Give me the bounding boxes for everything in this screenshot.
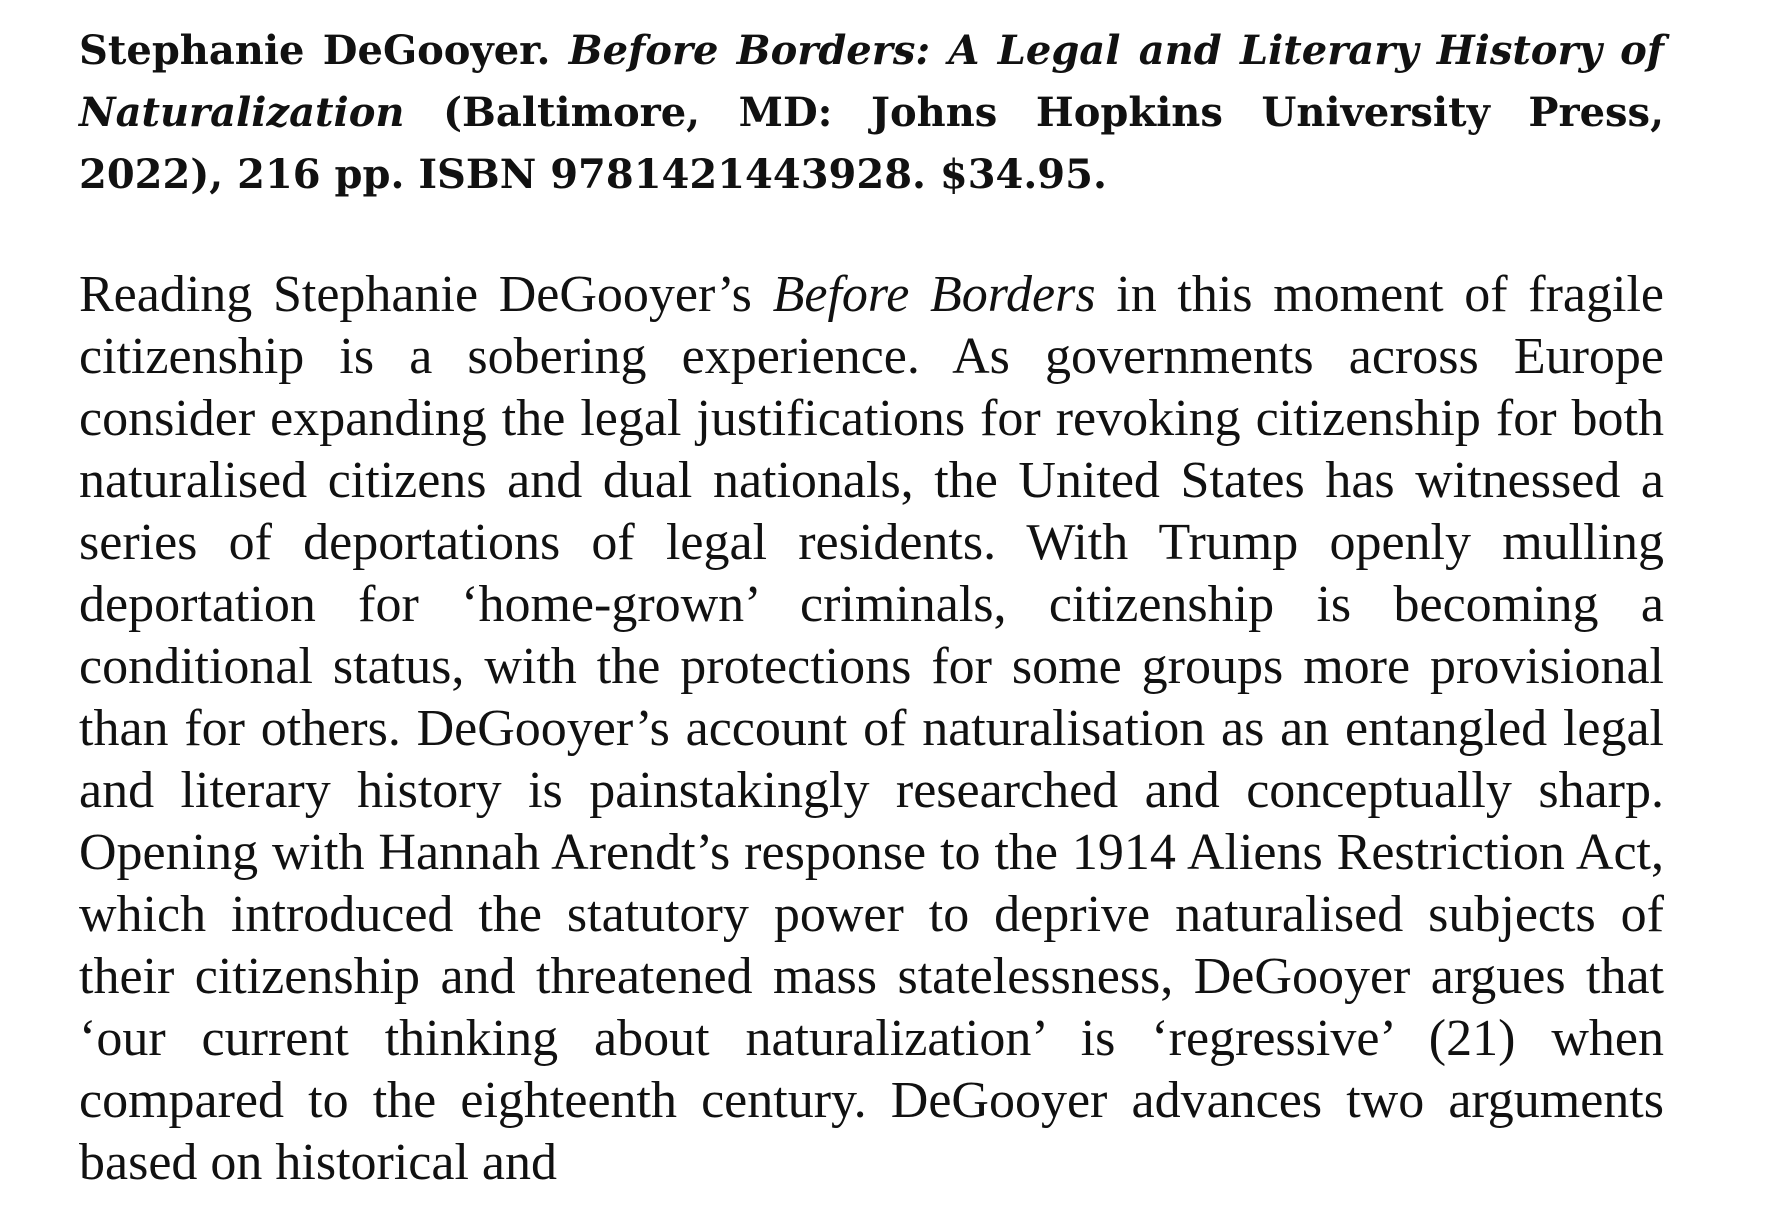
book-citation (79, 20, 1664, 206)
review-page (79, 20, 1664, 1194)
citation-publication: (Baltimore, MD: Johns Hopkins University Press, 2022), 216 pp. ISBN 9781421443928. $34.95. (79, 89, 1664, 198)
paragraph-text: in this moment of fragile citizenship is a sobering experience. As governments across Europe consider expanding the legal justifications for revoking citizenship for both naturalised citizens and dual nationals, the United States has witnessed a series of deportations of legal residents. With Trump openly mulling deportation for ‘home-grown’ criminals, citizenship is becoming a conditional status, with the protections for some groups more provisional than for others. DeGooyer’s account of naturalisation as an entangled legal and literary history is painstakingly researched and conceptually sharp. Opening with Hannah Arendt’s response to the 1914 Aliens Restriction Act, which introduced the statutory power to deprive naturalised subjects of their citizenship and threatened mass statelessness, DeGooyer argues that ‘our current thinking about naturalization’ is ‘regressive’ (21) when compared to the eighteenth century. DeGooyer advances two arguments based on historical and (79, 266, 1664, 1191)
citation-author: Stephanie DeGooyer. (79, 27, 551, 74)
review-paragraph (79, 264, 1664, 1194)
citation-title: Before Borders: A Legal and Literary History of Naturalization (79, 27, 1664, 136)
paragraph-book-title: Before Borders (772, 266, 1096, 323)
paragraph-lead: Reading Stephanie DeGooyer’s (79, 266, 752, 323)
